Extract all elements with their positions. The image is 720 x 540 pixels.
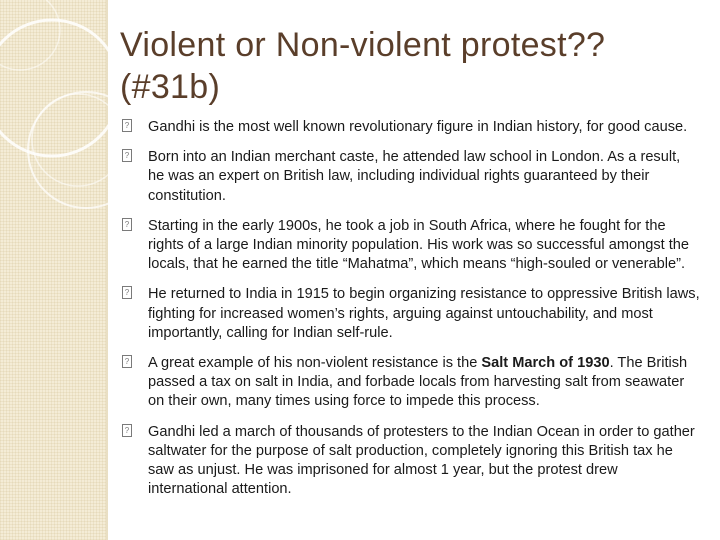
bullet-box-icon: ? bbox=[122, 149, 132, 162]
bullet-box-icon: ? bbox=[122, 286, 132, 299]
bullet-box-icon: ? bbox=[122, 355, 132, 368]
bullet-item bbox=[122, 217, 700, 275]
bullet-text: Gandhi is the most well known revolutionary figure in Indian history, for good cause. bbox=[148, 119, 688, 135]
slide-title: Violent or Non-violent protest?? (#31b) bbox=[120, 26, 606, 106]
bullet-text-bold: Salt March of 1930 bbox=[481, 355, 610, 372]
bullet-item bbox=[122, 148, 700, 206]
bullet-item bbox=[122, 354, 700, 412]
bullet-text: He returned to India in 1915 to begin organizing resistance to oppressive British laws, fighting for increased women’s rights, arguing against untouchability, and most importantly, calling for Indian self-rule. bbox=[148, 286, 700, 341]
bullet-item bbox=[122, 285, 700, 343]
side-texture-band bbox=[0, 0, 106, 540]
bullet-text-pre: A great example of his non-violent resistance is the bbox=[148, 355, 482, 372]
side-band-edge bbox=[106, 0, 108, 540]
bullet-box-icon: ? bbox=[122, 119, 132, 132]
bullet-box-icon: ? bbox=[122, 218, 132, 231]
bullet-list bbox=[122, 118, 700, 510]
bullet-item bbox=[122, 118, 700, 137]
bullet-item bbox=[122, 423, 700, 500]
bullet-text: Gandhi led a march of thousands of protesters to the Indian Ocean in order to gather saltwater for the purpose of salt production, completely ignoring this British tax he saw as unjust. He was imprisoned for almost 1 year, but the protest drew international attention. bbox=[148, 423, 695, 498]
bullet-text: Born into an Indian merchant caste, he attended law school in London. As a result, he was an expert on British law, including individual rights guaranteed by their constitution. bbox=[148, 149, 681, 204]
bullet-box-icon: ? bbox=[122, 424, 132, 437]
bullet-text: Starting in the early 1900s, he took a job in South Africa, where he fought for the rights of a large Indian minority population. His work was so successful amongst the locals, that he earned the title “Mahatma”, which means “high-souled or venerable”. bbox=[148, 217, 690, 273]
bullet-text-post: . The British passed a tax on salt in India, and forbade locals from harvesting salt from seawater on their own, many times using force to impede this process. bbox=[148, 355, 688, 410]
